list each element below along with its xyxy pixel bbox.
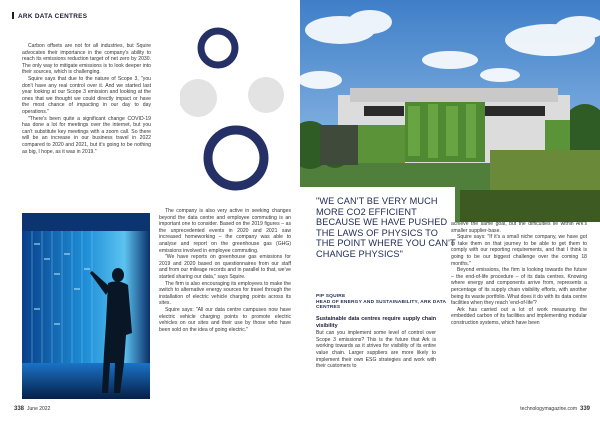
section-title: [12, 12, 87, 20]
circle-outline-top: [201, 31, 235, 65]
col4-paragraph-4: Ark has carried out a lot of work measuring the embedded carbon of its facilities and implementing modular construction systems, which have been: [451, 306, 587, 326]
col2-paragraph-1: The company is also very active in seeking changes beyond the data centre and employee commuting is an important one to consider. Based on the 2019 figures – as the unprecedented events in 2020 and 2021 saw increased homeworking – the company was able to analyse and report on the greenhouse gas (GHG) emissions involved in employee commuting.: [159, 208, 291, 254]
circle-outline-bottom: [208, 130, 264, 186]
quote-author-name: PIP SQUIRE: [316, 294, 346, 299]
subheading: Sustainable data centres require supply chain visibility: [316, 316, 436, 329]
section-title-text: ARK DATA CENTRES: [18, 13, 88, 20]
col4-paragraph-1: achieve the same goal, but the difficulties lie within Ark's smaller supplier-base.: [451, 221, 587, 234]
column-3: [316, 316, 436, 370]
col2-paragraph-4: Squire says: "All our data centre campuses now have electric vehicle charging points to promote electric vehicles on our sites and their use by those who have been sold on the idea of going electric.": [159, 306, 291, 333]
server-room-image: [22, 213, 150, 399]
issue-date: June 2022: [27, 406, 51, 412]
column-1: [22, 43, 151, 155]
col1-paragraph-2: Squire says that due to the nature of Scope 3, "you don't have any real control over it. And we started last year looking at our Scope 3 emission and looking at the ones that we thought we could directly impact or have the most chance of impacting in our day to day operations.": [22, 75, 151, 115]
left-page-number: 338: [14, 406, 25, 412]
decorative-circles: [180, 0, 290, 210]
pull-quote: "WE CAN'T BE VERY MUCH MORE CO2 EFFICIENT BECAUSE WE HAVE PUSHED THE LAWS OF PHYSICS TO THE POINT WHERE YOU CAN'T CHANGE PHYSICS": [316, 196, 456, 259]
data-centre-photo: [22, 213, 150, 399]
quote-author-title: HEAD OF ENERGY AND SUSTAINABILITY, ARK DATA CENTRES: [316, 299, 447, 311]
circle-grey-left: [180, 79, 217, 117]
column-2: [159, 208, 291, 333]
left-folio: [14, 406, 50, 412]
col4-paragraph-3: Beyond emissions, the firm is looking towards the future – the end-of-life procedure – of its data centres. Knowing where energy and components arrive from, represents a percentage of its supply chain visibility efforts, with another being its waste portfolio. What does it do with its data centre facilities when they reach 'end-of-life'?: [451, 267, 587, 307]
quote-attribution: [316, 294, 451, 311]
col4-paragraph-2: Squire says: "If it's a small niche company, we have got to take them on that journey to be able to get them to comply with our reporting requirements, and that I think is going to be our biggest challenge over the coming 18 months.": [451, 234, 587, 267]
col3-paragraph-1: But can you implement some level of control over Scope 3 emissions? This is the future that Ark is working towards as it strives for visibility of its entire value chain. Larger suppliers are more likely to implement their own ESG strategies and work with their customers to: [316, 330, 436, 370]
col1-paragraph-3: "There's been quite a significant change COVID-19 has done a lot for meetings over the internet, but you can't substitute key meetings with a zoom call. So there will be an increase in our business travel in 2022 compared to 2020 and 2021, but it's going to be nothing as big, I hope, as it was in 2019.": [22, 115, 151, 155]
circle-grey-right: [248, 77, 284, 113]
section-marker: [12, 12, 14, 19]
right-folio: [520, 406, 590, 412]
right-page-number: 339: [579, 406, 590, 412]
column-4: [451, 221, 587, 327]
site-url: technologymagazine.com: [520, 406, 577, 412]
col2-paragraph-3: The firm is also encouraging its employees to make the switch to alternative energy sources for travel through the installation of electric vehicle charging points across its sites.: [159, 280, 291, 307]
col1-paragraph-1: Carbon offsets are not for all industries, but Squire advocates their importance in the company's ability to reach its emissions reduction target of net zero by 2030. The only way to mitigate emissions is to look deeper into their sources, which is challenging.: [22, 43, 151, 76]
col2-paragraph-2: "We have reports on greenhouse gas emissions for 2019 and 2020 based on questionnaires from our staff and from our mileage records and in parallel to that, we've started sharing our data," says Squire.: [159, 254, 291, 280]
